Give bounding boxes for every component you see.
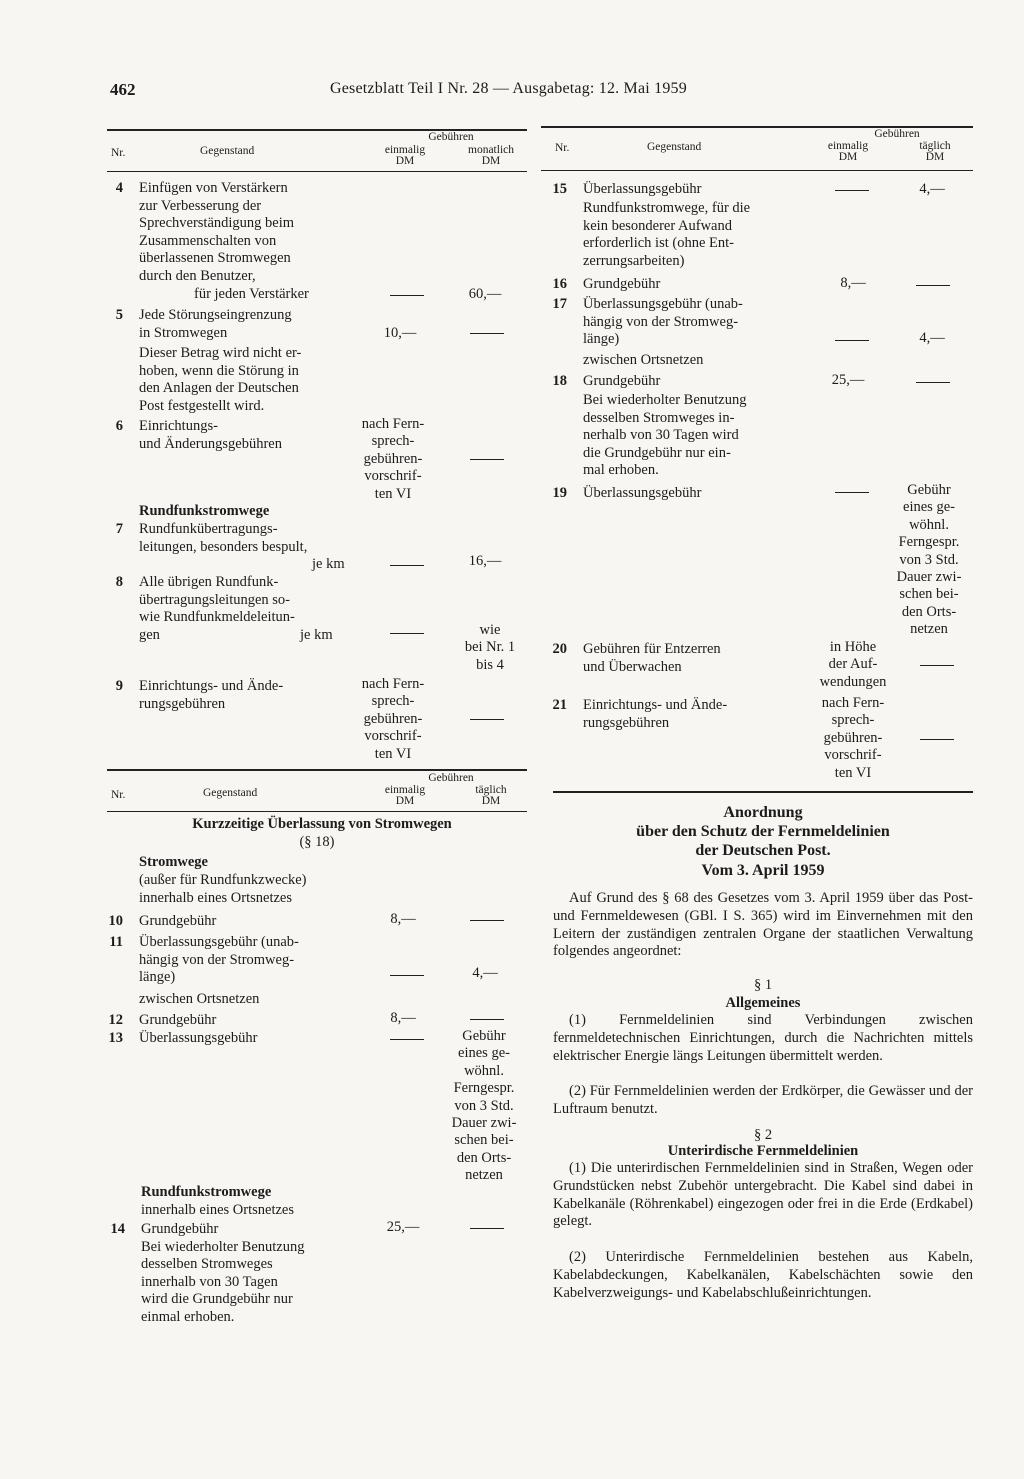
row-text: zur Verbesserung der (139, 197, 262, 214)
fee-monthly: 16,— (468, 553, 502, 569)
fee-daily: Dauer zwi- (896, 569, 962, 585)
empty-dash (916, 285, 950, 286)
fee-once: 8,— (390, 911, 416, 927)
row-note: hoben, wenn die Störung in (139, 362, 299, 379)
fee-once: in Höhe (829, 639, 877, 655)
col-head-monatlich-unit: DM (481, 155, 501, 167)
sub-text: innerhalb eines Ortsnetzes (141, 1201, 295, 1218)
col-head-gebuehren: Gebühren (428, 131, 474, 143)
fee-once: gebühren- (363, 450, 423, 467)
fee-once: 8,— (390, 1010, 416, 1026)
row-text: für jeden Verstärker (194, 285, 309, 302)
fee-daily: von 3 Std. (899, 551, 959, 568)
fee-daily: Ferngespr. (898, 534, 960, 551)
empty-dash (390, 633, 424, 634)
row-number: 19 (552, 485, 567, 501)
empty-dash (470, 459, 504, 460)
col-head-einmalig-unit: DM (395, 155, 415, 167)
row-number: 9 (115, 678, 123, 694)
col-head-gegenstand: Gegenstand (203, 787, 258, 799)
row-text: kein besonderer Aufwand (583, 217, 732, 234)
fee-daily: netzen (465, 1167, 503, 1184)
row-text: Zusammenschalten von (139, 232, 277, 249)
empty-dash (916, 382, 950, 383)
decree-paragraph: (1) Die unterirdischen Fernmeldelinien sind in Straßen, Wegen oder Grundstücken nebst Zubehör untergebracht. Die Kabel sind dabei in Kabelkanäle (Röhrenkabel) eingezogen oder frei in die Erde (Erdkabel) gelegt. (553, 1160, 973, 1230)
row-number: 20 (552, 641, 567, 657)
row-text: Alle übrigen Rundfunk- (139, 574, 279, 590)
row-number: 11 (109, 934, 123, 950)
row-number: 7 (115, 521, 123, 537)
row-note: wird die Grundgebühr nur (141, 1291, 293, 1308)
col-head-taeglich: täglich (475, 784, 507, 796)
fee-once: 25,— (831, 372, 865, 388)
row-text: leitungen, besonders bespult, (139, 538, 308, 555)
row-number: 8 (115, 574, 123, 590)
decree-title-3: der Deutschen Post. (695, 842, 831, 859)
row-text: rungsgebühren (583, 714, 670, 731)
fee-daily: Ferngespr. (453, 1080, 515, 1097)
col-head-taeglich-unit: DM (925, 151, 945, 163)
row-note: desselben Stromweges in- (583, 409, 735, 426)
sub-heading: Stromwege (139, 854, 208, 870)
page-header-title: Gesetzblatt Teil I Nr. 28 — Ausgabetag: 12. Mai 1959 (330, 80, 687, 97)
fee-once: ten VI (374, 745, 412, 762)
empty-dash (470, 1019, 504, 1020)
sub-text: innerhalb eines Ortsnetzes (139, 890, 293, 906)
row-number: 12 (108, 1012, 123, 1028)
row-number: 18 (552, 373, 567, 389)
fee-daily: den Orts- (901, 603, 957, 620)
fee-once: gebühren- (823, 729, 883, 746)
col-head-nr: Nr. (111, 147, 126, 159)
fee-once: wendungen (819, 673, 887, 690)
fee-once: sprech- (371, 693, 415, 710)
fee-daily: eines ge- (903, 499, 955, 516)
fee-daily: 4,— (919, 181, 945, 197)
row-note: Bei wiederholter Benutzung (141, 1238, 305, 1255)
col-head-einmalig: einmalig (384, 144, 426, 156)
section-title-ref: (§ 18) (299, 834, 335, 850)
fee-daily: von 3 Std. (454, 1097, 514, 1114)
empty-dash (835, 190, 869, 191)
row-text: Rundfunkstromwege, für die (583, 200, 751, 216)
fee-daily: 4,— (919, 330, 945, 346)
empty-dash (390, 1039, 424, 1040)
row-number: 14 (110, 1221, 125, 1237)
fee-daily: eines ge- (458, 1045, 510, 1062)
row-note: Dieser Betrag wird nicht er- (139, 345, 302, 361)
fee-daily: Gebühr (462, 1028, 506, 1044)
section-title: Unterirdische Fernmeldelinien (667, 1143, 859, 1159)
fee-once: nach Fern- (361, 416, 425, 432)
row-text: Gebühren für Entzerren (583, 641, 721, 657)
fee-once: nach Fern- (821, 695, 885, 711)
row-text: je km (312, 556, 345, 573)
row-text: und Änderungsgebühren (139, 435, 282, 452)
row-number: 17 (552, 296, 567, 312)
decree-title-1: Anordnung (723, 804, 803, 821)
empty-dash (470, 1228, 504, 1229)
sub-text: (außer für Rundfunkzwecke) (139, 871, 307, 888)
empty-dash (920, 739, 954, 740)
decree-date: Vom 3. April 1959 (701, 862, 825, 879)
col-head-nr: Nr. (555, 142, 570, 154)
row-text: Überlassungsgebühr (583, 485, 702, 501)
sub-text: zwischen Ortsnetzen (139, 991, 260, 1007)
row-text: hängig von der Stromweg- (583, 313, 739, 330)
row-text: Rundfunkübertragungs- (139, 521, 278, 537)
fee-daily: wöhnl. (464, 1062, 504, 1079)
empty-dash (390, 975, 424, 976)
row-text: Einrichtungs- (139, 418, 218, 434)
section-title: Allgemeines (725, 995, 801, 1011)
row-note: desselben Stromweges (141, 1256, 273, 1273)
row-note: nerhalb von 30 Tagen wird (583, 427, 739, 444)
decree-title-2: über den Schutz der Fernmeldelinien (636, 823, 890, 840)
row-number: 6 (115, 418, 123, 434)
row-unit: je km (300, 626, 333, 643)
fee-once: 8,— (840, 275, 866, 291)
page-number: 462 (110, 80, 136, 99)
empty-dash (470, 719, 504, 720)
row-text: Überlassungsgebühr (139, 1030, 258, 1046)
fee-once: gebühren- (363, 710, 423, 727)
col-head-gegenstand: Gegenstand (200, 145, 255, 157)
section-heading: Rundfunkstromwege (139, 503, 270, 519)
fee-once: ten VI (374, 485, 412, 502)
col-head-gebuehren: Gebühren (874, 128, 920, 140)
row-text: gen (139, 626, 160, 643)
fee-once: ten VI (834, 764, 872, 781)
row-note: die Grundgebühr nur ein- (583, 444, 731, 461)
row-text: Überlassungsgebühr (unab- (139, 934, 299, 950)
row-note: mal erhoben. (583, 462, 659, 479)
fee-once: vorschrif- (364, 728, 422, 745)
row-text: Jede Störungseingrenzung (139, 307, 292, 323)
col-head-einmalig-unit: DM (838, 151, 858, 163)
section-number: § 2 (753, 1127, 773, 1143)
row-text: in Stromwegen (139, 324, 228, 341)
row-note: Post festgestellt wird. (139, 397, 265, 414)
row-text: Sprechverständigung beim (139, 215, 295, 232)
col-head-taeglich-unit: DM (481, 795, 501, 807)
row-text: Einrichtungs- und Ände- (139, 678, 284, 694)
section-title: Kurzzeitige Überlassung von Stromwegen (192, 816, 452, 832)
col-head-gebuehren: Gebühren (428, 772, 474, 784)
row-text: und Überwachen (583, 658, 682, 675)
fee-monthly: 60,— (468, 285, 502, 302)
row-text: Überlassungsgebühr (unab- (583, 296, 743, 312)
empty-dash (390, 295, 424, 296)
fee-once: 10,— (383, 324, 417, 341)
row-note: den Anlagen der Deutschen (139, 380, 299, 397)
row-text: länge) (139, 969, 176, 986)
row-number: 5 (115, 307, 123, 323)
fee-once: sprech- (831, 712, 875, 729)
empty-dash (835, 340, 869, 341)
row-text: Grundgebühr (141, 1221, 219, 1237)
row-text: übertragungsleitungen so- (139, 591, 291, 608)
empty-dash (470, 333, 504, 334)
row-text: wie Rundfunkmeldeleitun- (139, 609, 295, 626)
fee-once: 25,— (386, 1219, 420, 1235)
row-text: länge) (583, 331, 620, 348)
row-text: durch den Benutzer, (139, 268, 256, 284)
fee-once: vorschrif- (824, 747, 882, 764)
row-text: Überlassungsgebühr (583, 181, 702, 197)
row-text: Einrichtungs- und Ände- (583, 697, 728, 713)
row-text: überlassenen Stromwegen (139, 250, 291, 267)
row-text: Einfügen von Verstärkern (139, 180, 288, 196)
col-head-einmalig: einmalig (827, 140, 869, 152)
col-head-gegenstand: Gegenstand (647, 141, 702, 153)
row-note: innerhalb von 30 Tagen (141, 1273, 278, 1290)
col-head-einmalig-unit: DM (395, 795, 415, 807)
fee-daily: schen bei- (454, 1132, 514, 1149)
col-head-nr: Nr. (111, 789, 126, 801)
row-text: hängig von der Stromweg- (139, 951, 295, 968)
fee-daily: schen bei- (899, 586, 959, 603)
col-head-monatlich: monatlich (468, 144, 514, 156)
row-number: 15 (552, 181, 567, 197)
row-number: 4 (115, 180, 123, 196)
row-number: 10 (108, 913, 123, 929)
fee-once: vorschrif- (364, 468, 422, 485)
fee-once: sprech- (371, 433, 415, 450)
row-number: 16 (552, 276, 567, 292)
row-text: Grundgebühr (139, 1012, 217, 1028)
decree-intro: Auf Grund des § 68 des Gesetzes vom 3. April 1959 über das Post- und Fernmeldewesen (GBl. I S. 365) wird im Einvernehmen mit den Leitern der zuständigen zentralen Organe der staatlichen Verwaltung folgendes angeordnet: (553, 890, 973, 960)
row-text: Grundgebühr (139, 913, 217, 929)
row-number: 13 (108, 1030, 123, 1046)
fee-once: nach Fern- (361, 676, 425, 692)
empty-dash (390, 565, 424, 566)
row-number: 21 (552, 697, 567, 713)
sub-text: zwischen Ortsnetzen (583, 352, 704, 368)
fee-daily: wöhnl. (909, 516, 949, 533)
section-number: § 1 (753, 977, 773, 993)
fee-daily: Dauer zwi- (451, 1115, 517, 1131)
fee-daily: netzen (910, 621, 948, 638)
decree-paragraph: (2) Für Fernmeldelinien werden der Erdkörper, die Gewässer und der Luftraum benutzt. (553, 1083, 973, 1117)
fee-daily: Gebühr (907, 482, 951, 498)
fee-monthly: bis 4 (476, 656, 504, 673)
row-note: einmal erhoben. (141, 1309, 235, 1325)
col-head-taeglich: täglich (919, 140, 951, 152)
decree-paragraph: (1) Fernmeldelinien sind Verbindungen zwischen fernmeldetechnischen Einrichtungen, durch die Nachrichten mittels elektrischer Energie längs Leitungen übermittelt werden. (553, 1012, 973, 1064)
sub-heading: Rundfunkstromwege (141, 1184, 272, 1200)
row-text: erforderlich ist (ohne Ent- (583, 235, 734, 252)
empty-dash (835, 492, 869, 493)
fee-once: der Auf- (828, 656, 878, 673)
empty-dash (470, 920, 504, 921)
fee-daily: 4,— (472, 965, 498, 981)
decree-paragraph: (2) Unterirdische Fernmeldelinien bestehen aus Kabeln, Kabelabdeckungen, Kabelkanälen, Kabelschächten sowie den Kabelverzweigungs- und Kabelabschlußeinrichtungen. (553, 1249, 973, 1301)
row-note: Bei wiederholter Benutzung (583, 392, 747, 408)
row-text: Grundgebühr (583, 276, 661, 292)
row-text: Grundgebühr (583, 373, 661, 389)
fee-monthly: bei Nr. 1 (464, 639, 516, 656)
row-text: rungsgebühren (139, 695, 226, 712)
col-head-einmalig: einmalig (384, 784, 426, 796)
fee-daily: den Orts- (456, 1149, 512, 1166)
row-text: zerrungsarbeiten) (583, 252, 685, 269)
fee-monthly: wie (479, 622, 501, 638)
empty-dash (920, 665, 954, 666)
